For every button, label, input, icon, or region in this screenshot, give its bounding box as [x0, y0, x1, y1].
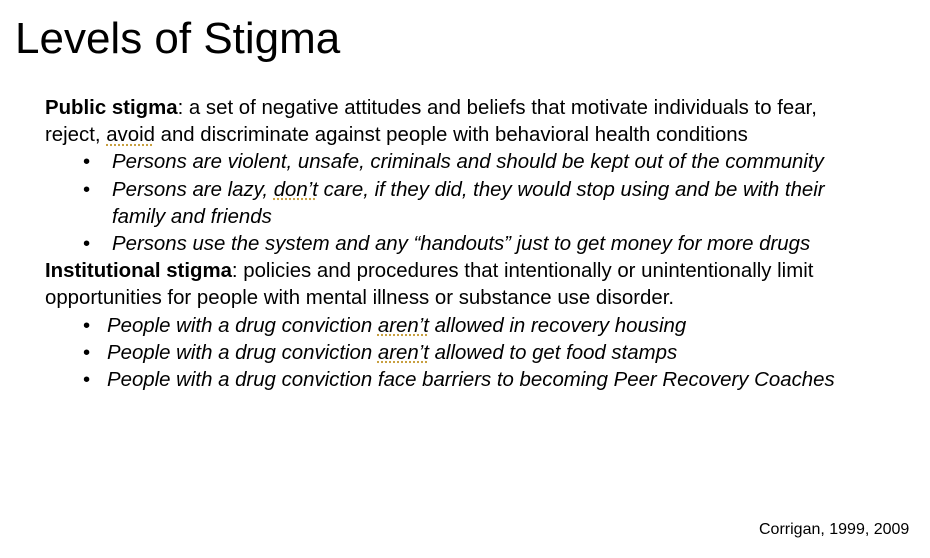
bullet-icon: •	[83, 178, 91, 201]
list-item-text: People with a drug conviction	[107, 314, 378, 337]
bullet-icon: •	[83, 369, 91, 392]
bullet-icon: •	[83, 233, 91, 256]
list-item-text: allowed to get food stamps	[428, 341, 678, 364]
public-stigma-text-a: : a set of negative attitudes and beliefs that motivate individuals to fear, reject,	[45, 97, 817, 147]
list-item	[45, 313, 845, 340]
list-item	[45, 340, 845, 367]
list-item	[45, 367, 845, 394]
institutional-stigma-term: Institutional stigma	[45, 260, 232, 283]
public-stigma-list	[45, 149, 845, 258]
slide-title: Levels of Stigma	[15, 14, 341, 63]
list-item	[45, 231, 845, 258]
public-stigma-term: Public stigma	[45, 97, 178, 119]
institutional-stigma-list	[45, 313, 845, 395]
list-item-text: Persons use the system and any “handouts” just to get money for more drugs	[112, 233, 811, 256]
institutional-stigma-text: : policies and procedures that intentionally or unintentionally limit opportunities for people with mental illness or substance use disorder.	[45, 260, 814, 310]
citation: Corrigan, 1999, 2009	[759, 521, 910, 538]
list-item-text-flagged: aren’t	[377, 341, 429, 364]
list-item-text: Persons are lazy,	[112, 178, 274, 201]
slide-body	[45, 95, 845, 394]
list-item-text: People with a drug conviction face barriers to becoming Peer Recovery Coaches	[107, 369, 835, 392]
list-item-text: allowed in recovery housing	[428, 314, 687, 337]
list-item-text: Persons are violent, unsafe, criminals and should be kept out of the community	[112, 151, 824, 174]
list-item-text: care, if they did, they would stop using and be with their family and friends	[112, 178, 825, 228]
bullet-icon: •	[83, 151, 91, 174]
institutional-stigma-definition	[45, 258, 845, 312]
list-item-text-flagged: don’t	[273, 178, 318, 201]
list-item	[45, 177, 845, 231]
list-item	[45, 149, 845, 176]
public-stigma-text-b: and discriminate against people with behavioral health conditions	[154, 124, 748, 147]
list-item-text: People with a drug conviction	[107, 341, 378, 364]
public-stigma-text-flagged: avoid	[106, 124, 155, 147]
bullet-icon: •	[83, 341, 91, 364]
bullet-icon: •	[83, 314, 91, 337]
public-stigma-definition	[45, 95, 845, 149]
list-item-text-flagged: aren’t	[377, 314, 429, 337]
